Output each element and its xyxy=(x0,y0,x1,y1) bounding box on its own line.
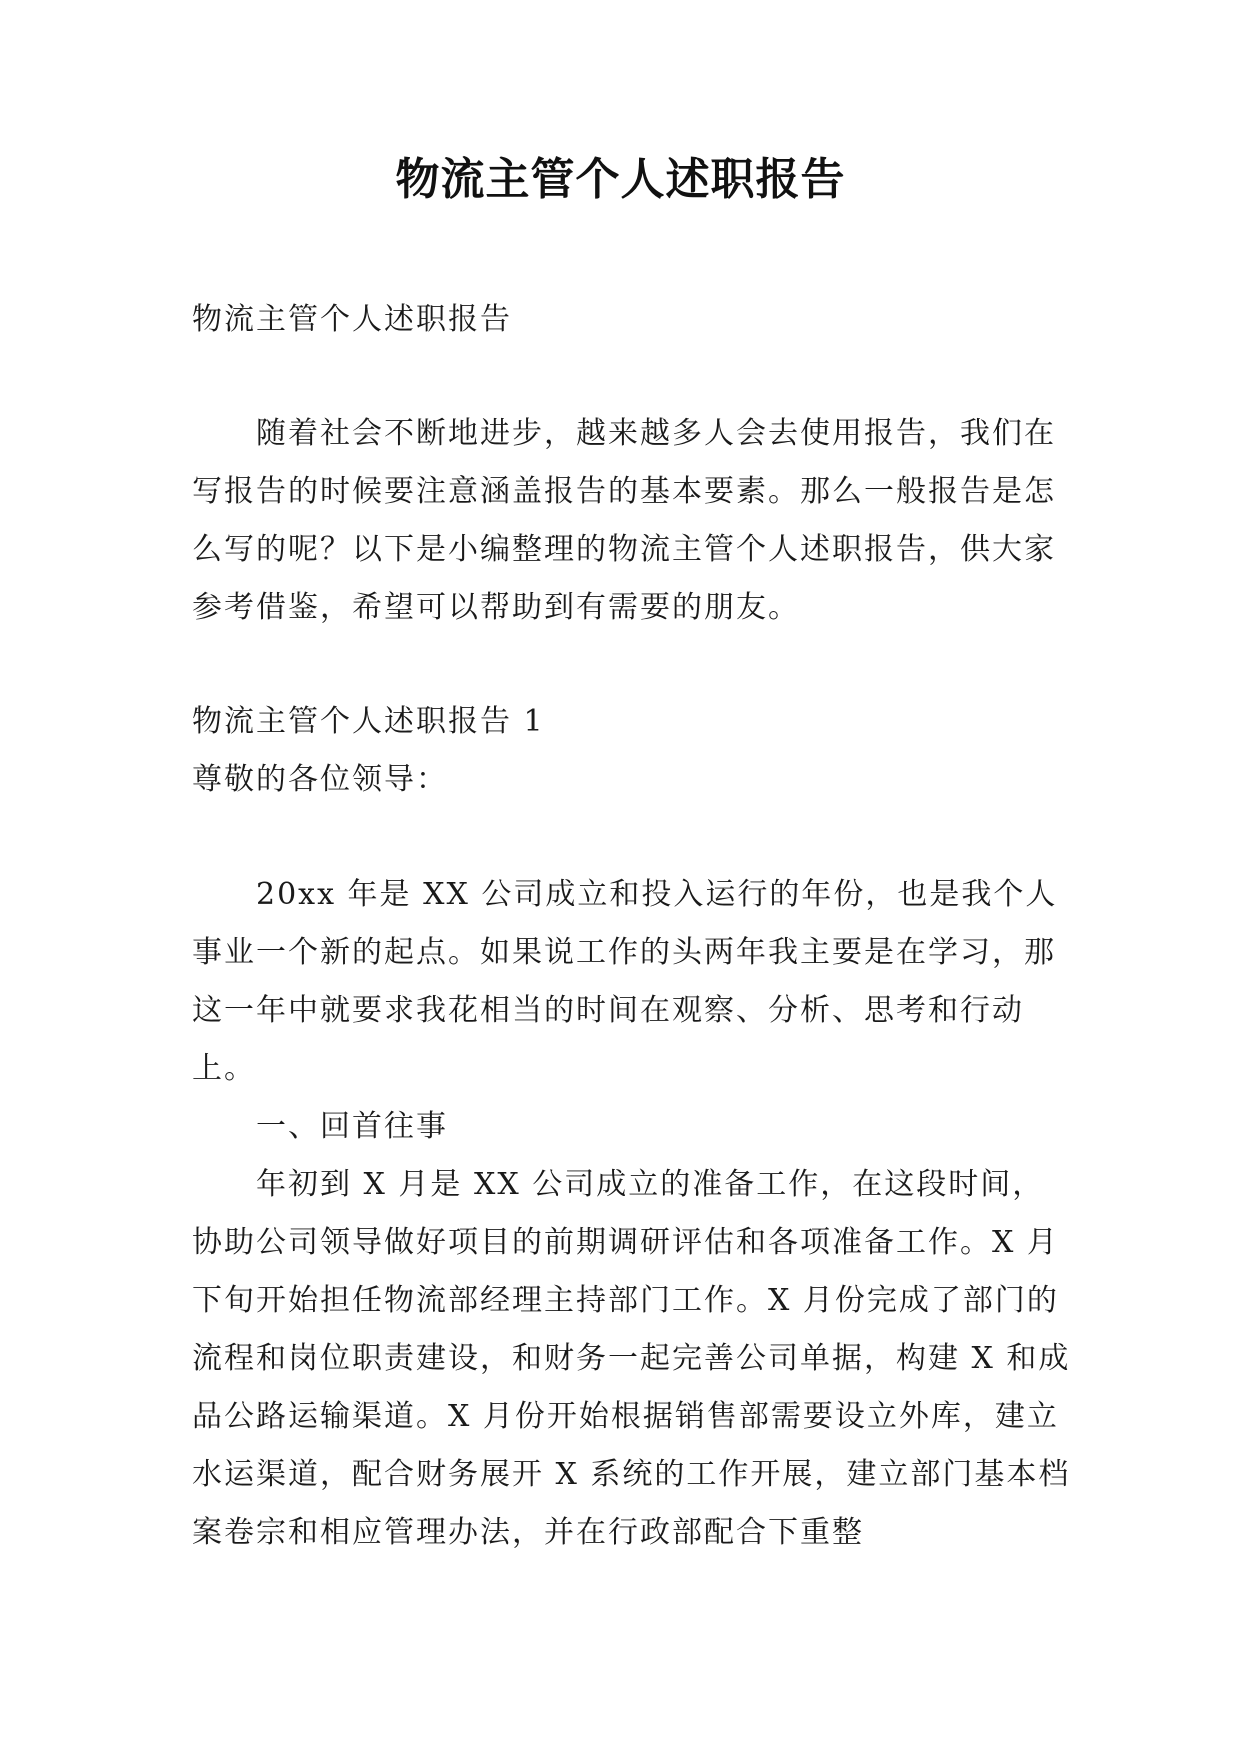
intro-section xyxy=(192,405,1072,637)
subheading: 一、回首往事 xyxy=(256,1109,448,1144)
subtitle-text: 物流主管个人述职报告 xyxy=(192,302,512,337)
report-section xyxy=(192,693,1072,751)
greeting-section xyxy=(192,751,1072,809)
body-paragraph: 年初到 X 月是 XX 公司成立的准备工作，在这段时间，协助公司领导做好项目的前期调研评估和各项准备工作。X 月下旬开始担任物流部经理主持部门工作。X 月份完成了部门的流程和岗位职责建设，和财务一起完善公司单据，构建 X 和成品公路运输渠道。X 月份开始根据销售部需要设立外库，建立水运渠道，配合财务展开 X 系统的工作开展，建立部门基本档案卷宗和相应管理办法，并在行政部配合下重整 xyxy=(192,1167,1071,1550)
body-paragraph: 20xx 年是 XX 公司成立和投入运行的年份，也是我个人事业一个新的起点。如果说工作的头两年我主要是在学习，那这一年中就要求我花相当的时间在观察、分析、思考和行动上。 xyxy=(192,877,1058,1086)
report-body xyxy=(192,866,1072,1562)
document-title: 物流主管个人述职报告 xyxy=(395,154,846,205)
intro-paragraph: 随着社会不断地进步，越来越多人会去使用报告，我们在写报告的时候要注意涵盖报告的基本要素。那么一般报告是怎么写的呢？以下是小编整理的物流主管个人述职报告，供大家参考借鉴，希望可以帮助到有需要的朋友。 xyxy=(192,416,1056,625)
document-subtitle xyxy=(192,291,1072,349)
greeting: 尊敬的各位领导： xyxy=(192,762,448,797)
section-heading: 物流主管个人述职报告 1 xyxy=(192,704,545,739)
